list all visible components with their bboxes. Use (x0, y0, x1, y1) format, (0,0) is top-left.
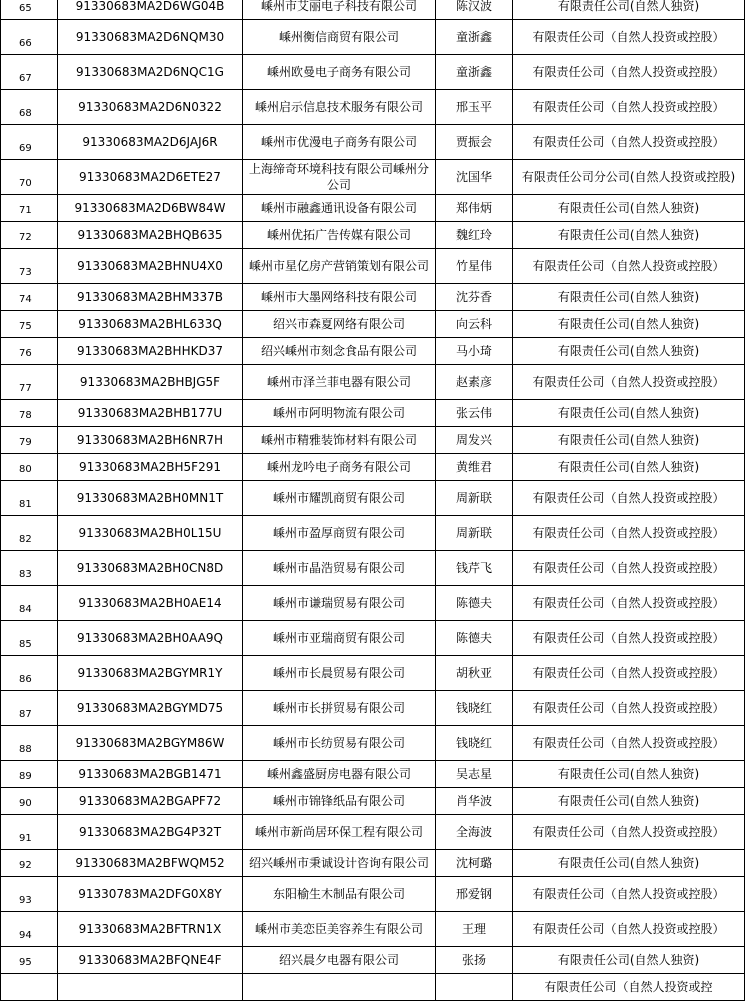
row-number-cell: 73 (1, 249, 58, 284)
row-number-cell: 84 (1, 586, 58, 621)
credit-code-cell: 91330683MA2D6BW84W (58, 195, 243, 222)
company-name-cell: 嵊州市晶浩贸易有限公司 (243, 551, 436, 586)
table-row (1, 788, 745, 815)
table-row (1, 691, 745, 726)
credit-code-cell: 91330683MA2D6N0322 (58, 90, 243, 125)
table-row (1, 338, 745, 365)
table-row (1, 912, 745, 947)
row-number-cell: 89 (1, 761, 58, 788)
row-number-cell: 68 (1, 90, 58, 125)
legal-representative-cell: 贾振会 (436, 125, 513, 160)
credit-code-cell: 91330683MA2BHHKD37 (58, 338, 243, 365)
table-row (1, 850, 745, 877)
row-number-cell: 94 (1, 912, 58, 947)
legal-representative-cell (436, 974, 513, 1001)
credit-code-cell: 91330683MA2BGYMD75 (58, 691, 243, 726)
company-name-cell: 嵊州市长晨贸易有限公司 (243, 656, 436, 691)
company-type-cell: 有限责任公司（自然人投资或控股） (513, 815, 745, 850)
company-type-cell: 有限责任公司（自然人投资或控股） (513, 912, 745, 947)
company-type-cell: 有限责任公司(自然人独资) (513, 338, 745, 365)
company-name-cell: 绍兴嵊州市秉诚设计咨询有限公司 (243, 850, 436, 877)
table-row (1, 551, 745, 586)
row-number-cell: 82 (1, 516, 58, 551)
company-type-cell: 有限责任公司(自然人独资) (513, 311, 745, 338)
company-type-cell: 有限责任公司分公司(自然人投资或控股) (513, 160, 745, 195)
company-type-cell: 有限责任公司(自然人独资) (513, 947, 745, 974)
legal-representative-cell: 邢爱钢 (436, 877, 513, 912)
table-row (1, 125, 745, 160)
credit-code-cell (58, 974, 243, 1001)
legal-representative-cell: 郑伟炳 (436, 195, 513, 222)
row-number-cell (1, 974, 58, 1001)
company-name-cell: 嵊州市大墨网络科技有限公司 (243, 284, 436, 311)
row-number-cell: 79 (1, 427, 58, 454)
row-number-cell: 69 (1, 125, 58, 160)
credit-code-cell: 91330683MA2D6NQM30 (58, 20, 243, 55)
company-name-cell: 嵊州市耀凯商贸有限公司 (243, 481, 436, 516)
company-name-cell: 绍兴市森夏网络有限公司 (243, 311, 436, 338)
row-number-cell: 87 (1, 691, 58, 726)
company-name-cell: 嵊州市美恋臣美容养生有限公司 (243, 912, 436, 947)
company-type-cell: 有限责任公司(自然人独资) (513, 195, 745, 222)
row-number-cell: 75 (1, 311, 58, 338)
company-type-cell: 有限责任公司（自然人投资或控股） (513, 551, 745, 586)
legal-representative-cell: 周新联 (436, 481, 513, 516)
table-row (1, 284, 745, 311)
row-number-cell: 93 (1, 877, 58, 912)
credit-code-cell: 91330683MA2BGB1471 (58, 761, 243, 788)
row-number-cell: 66 (1, 20, 58, 55)
company-name-cell: 绍兴嵊州市刻念食品有限公司 (243, 338, 436, 365)
row-number-cell: 83 (1, 551, 58, 586)
credit-code-cell: 91330683MA2BGYMR1Y (58, 656, 243, 691)
row-number-cell: 67 (1, 55, 58, 90)
credit-code-cell: 91330683MA2BGYM86W (58, 726, 243, 761)
credit-code-cell: 91330683MA2BH5F291 (58, 454, 243, 481)
table-row (1, 90, 745, 125)
table-row (1, 656, 745, 691)
credit-code-cell: 91330683MA2BH6NR7H (58, 427, 243, 454)
legal-representative-cell: 马小琦 (436, 338, 513, 365)
row-number-cell: 77 (1, 365, 58, 400)
row-number-cell: 86 (1, 656, 58, 691)
company-name-cell: 嵊州鑫盛厨房电器有限公司 (243, 761, 436, 788)
credit-code-cell: 91330683MA2BGAPF72 (58, 788, 243, 815)
company-type-cell: 有限责任公司(自然人独资) (513, 850, 745, 877)
row-number-cell: 91 (1, 815, 58, 850)
table-row (1, 947, 745, 974)
credit-code-cell: 91330683MA2BH0AA9Q (58, 621, 243, 656)
table-row (1, 400, 745, 427)
table-row (1, 481, 745, 516)
company-name-cell: 嵊州优拓广告传媒有限公司 (243, 222, 436, 249)
table-row (1, 20, 745, 55)
credit-code-cell: 91330683MA2D6WG04B (58, 0, 243, 20)
company-name-cell: 嵊州市盈厚商贸有限公司 (243, 516, 436, 551)
company-name-cell: 嵊州市融鑫通讯设备有限公司 (243, 195, 436, 222)
company-name-cell: 嵊州龙吟电子商务有限公司 (243, 454, 436, 481)
legal-representative-cell: 陈汉波 (436, 0, 513, 20)
company-type-cell: 有限责任公司（自然人投资或控股） (513, 726, 745, 761)
company-name-cell: 绍兴晨夕电器有限公司 (243, 947, 436, 974)
company-type-cell: 有限责任公司（自然人投资或控股） (513, 877, 745, 912)
credit-code-cell: 91330783MA2DFG0X8Y (58, 877, 243, 912)
company-name-cell: 嵊州市阿明物流有限公司 (243, 400, 436, 427)
table-row (1, 586, 745, 621)
company-type-cell: 有限责任公司（自然人投资或控股） (513, 481, 745, 516)
company-type-cell: 有限责任公司(自然人独资) (513, 284, 745, 311)
company-type-cell: 有限责任公司（自然人投资或控股） (513, 125, 745, 160)
company-type-cell: 有限责任公司(自然人独资) (513, 788, 745, 815)
row-number-cell: 90 (1, 788, 58, 815)
credit-code-cell: 91330683MA2D6NQC1G (58, 55, 243, 90)
company-name-cell: 东阳榆生木制品有限公司 (243, 877, 436, 912)
table-row (1, 974, 745, 1001)
company-type-cell: 有限责任公司(自然人独资) (513, 0, 745, 20)
company-name-cell: 上海缔奇环境科技有限公司嵊州分公司 (243, 160, 436, 195)
legal-representative-cell: 胡秋亚 (436, 656, 513, 691)
company-type-cell: 有限责任公司(自然人独资) (513, 222, 745, 249)
company-name-cell (243, 974, 436, 1001)
legal-representative-cell: 周新联 (436, 516, 513, 551)
row-number-cell: 74 (1, 284, 58, 311)
row-number-cell: 81 (1, 481, 58, 516)
company-name-cell: 嵊州市精雅装饰材料有限公司 (243, 427, 436, 454)
company-name-cell: 嵊州启示信息技术服务有限公司 (243, 90, 436, 125)
row-number-cell: 80 (1, 454, 58, 481)
company-table-body (1, 0, 745, 1001)
company-type-cell: 有限责任公司(自然人独资) (513, 400, 745, 427)
table-row (1, 55, 745, 90)
legal-representative-cell: 周发兴 (436, 427, 513, 454)
legal-representative-cell: 邢玉平 (436, 90, 513, 125)
company-name-cell: 嵊州市优漫电子商务有限公司 (243, 125, 436, 160)
credit-code-cell: 91330683MA2BFTRN1X (58, 912, 243, 947)
credit-code-cell: 91330683MA2BHBJG5F (58, 365, 243, 400)
row-number-cell: 78 (1, 400, 58, 427)
company-type-cell: 有限责任公司（自然人投资或控股） (513, 365, 745, 400)
legal-representative-cell: 童浙鑫 (436, 55, 513, 90)
credit-code-cell: 91330683MA2BG4P32T (58, 815, 243, 850)
table-row (1, 249, 745, 284)
company-name-cell: 嵊州市长拼贸易有限公司 (243, 691, 436, 726)
row-number-cell: 92 (1, 850, 58, 877)
table-row (1, 222, 745, 249)
row-number-cell: 95 (1, 947, 58, 974)
company-name-cell: 嵊州市亚瑞商贸有限公司 (243, 621, 436, 656)
table-row (1, 454, 745, 481)
company-type-cell: 有限责任公司（自然人投资或控股） (513, 656, 745, 691)
table-row (1, 761, 745, 788)
credit-code-cell: 91330683MA2BFQNE4F (58, 947, 243, 974)
legal-representative-cell: 向云科 (436, 311, 513, 338)
credit-code-cell: 91330683MA2D6ETE27 (58, 160, 243, 195)
credit-code-cell: 91330683MA2BHB177U (58, 400, 243, 427)
company-type-cell: 有限责任公司（自然人投资或控股） (513, 20, 745, 55)
company-name-cell: 嵊州市泽兰菲电器有限公司 (243, 365, 436, 400)
credit-code-cell: 91330683MA2BFWQM52 (58, 850, 243, 877)
credit-code-cell: 91330683MA2BH0AE14 (58, 586, 243, 621)
table-row (1, 160, 745, 195)
table-row (1, 516, 745, 551)
table-row (1, 877, 745, 912)
legal-representative-cell: 沈芬香 (436, 284, 513, 311)
credit-code-cell: 91330683MA2BH0MN1T (58, 481, 243, 516)
company-type-cell: 有限责任公司（自然人投资或控 (513, 974, 745, 1001)
row-number-cell: 76 (1, 338, 58, 365)
legal-representative-cell: 吴志星 (436, 761, 513, 788)
company-name-cell: 嵊州市艾丽电子科技有限公司 (243, 0, 436, 20)
row-number-cell: 70 (1, 160, 58, 195)
table-row (1, 621, 745, 656)
legal-representative-cell: 钱晓红 (436, 726, 513, 761)
table-row (1, 815, 745, 850)
company-name-cell: 嵊州市谦瑞贸易有限公司 (243, 586, 436, 621)
table-row (1, 726, 745, 761)
credit-code-cell: 91330683MA2BHQB635 (58, 222, 243, 249)
credit-code-cell: 91330683MA2BHL633Q (58, 311, 243, 338)
credit-code-cell: 91330683MA2D6JAJ6R (58, 125, 243, 160)
company-name-cell: 嵊州市星亿房产营销策划有限公司 (243, 249, 436, 284)
legal-representative-cell: 陈德夫 (436, 621, 513, 656)
company-type-cell: 有限责任公司(自然人独资) (513, 454, 745, 481)
legal-representative-cell: 童浙鑫 (436, 20, 513, 55)
legal-representative-cell: 张扬 (436, 947, 513, 974)
row-number-cell: 88 (1, 726, 58, 761)
legal-representative-cell: 钱芹飞 (436, 551, 513, 586)
company-type-cell: 有限责任公司（自然人投资或控股） (513, 516, 745, 551)
company-type-cell: 有限责任公司（自然人投资或控股） (513, 691, 745, 726)
company-type-cell: 有限责任公司（自然人投资或控股） (513, 586, 745, 621)
table-row (1, 427, 745, 454)
credit-code-cell: 91330683MA2BHNU4X0 (58, 249, 243, 284)
company-type-cell: 有限责任公司（自然人投资或控股） (513, 249, 745, 284)
credit-code-cell: 91330683MA2BH0L15U (58, 516, 243, 551)
legal-representative-cell: 肖华波 (436, 788, 513, 815)
company-name-cell: 嵊州市锦锋纸品有限公司 (243, 788, 436, 815)
table-row (1, 311, 745, 338)
legal-representative-cell: 沈国华 (436, 160, 513, 195)
row-number-cell: 71 (1, 195, 58, 222)
company-type-cell: 有限责任公司（自然人投资或控股） (513, 55, 745, 90)
credit-code-cell: 91330683MA2BH0CN8D (58, 551, 243, 586)
company-type-cell: 有限责任公司（自然人投资或控股） (513, 621, 745, 656)
company-name-cell: 嵊州市新尚居环保工程有限公司 (243, 815, 436, 850)
company-type-cell: 有限责任公司（自然人投资或控股） (513, 90, 745, 125)
company-name-cell: 嵊州欧曼电子商务有限公司 (243, 55, 436, 90)
table-row (1, 365, 745, 400)
company-name-cell: 嵊州市长纺贸易有限公司 (243, 726, 436, 761)
legal-representative-cell: 赵素彦 (436, 365, 513, 400)
legal-representative-cell: 竹星伟 (436, 249, 513, 284)
table-row (1, 0, 745, 20)
table-row (1, 195, 745, 222)
legal-representative-cell: 王理 (436, 912, 513, 947)
legal-representative-cell: 黄维君 (436, 454, 513, 481)
row-number-cell: 65 (1, 0, 58, 20)
legal-representative-cell: 沈柯璐 (436, 850, 513, 877)
row-number-cell: 72 (1, 222, 58, 249)
legal-representative-cell: 全海波 (436, 815, 513, 850)
company-name-cell: 嵊州衡信商贸有限公司 (243, 20, 436, 55)
legal-representative-cell: 魏红玲 (436, 222, 513, 249)
credit-code-cell: 91330683MA2BHM337B (58, 284, 243, 311)
company-type-cell: 有限责任公司(自然人独资) (513, 761, 745, 788)
company-type-cell: 有限责任公司(自然人独资) (513, 427, 745, 454)
row-number-cell: 85 (1, 621, 58, 656)
legal-representative-cell: 钱晓红 (436, 691, 513, 726)
legal-representative-cell: 陈德夫 (436, 586, 513, 621)
legal-representative-cell: 张云伟 (436, 400, 513, 427)
